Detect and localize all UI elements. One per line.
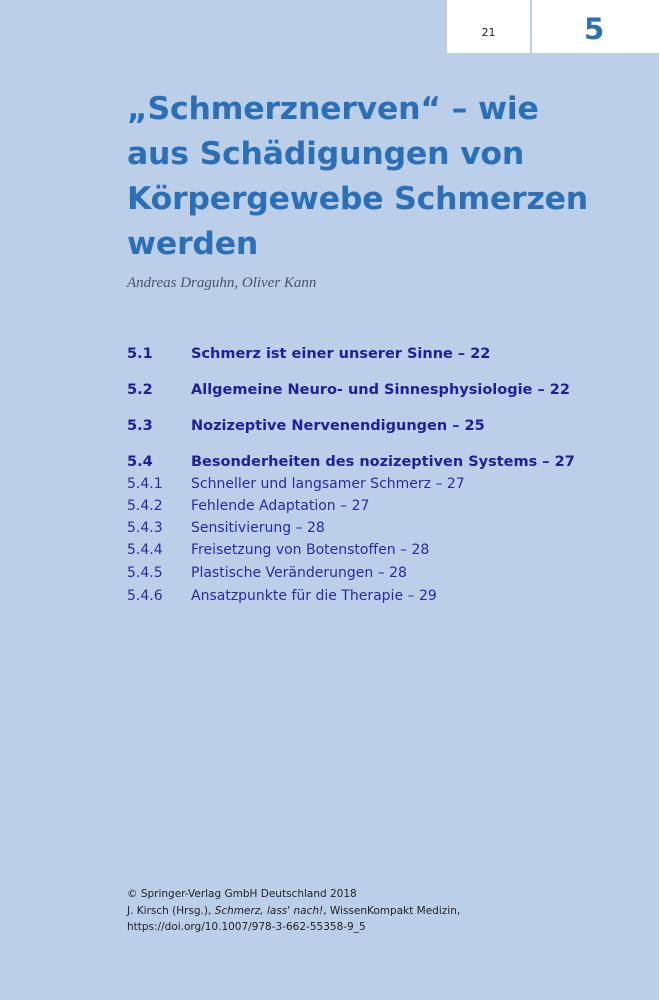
toc-entry[interactable] <box>127 418 647 434</box>
toc-subentry[interactable] <box>127 498 647 514</box>
toc-entry-title: Ansatzpunkte für die Therapie – 29 <box>191 588 437 604</box>
toc-entry-number: 5.2 <box>127 382 153 398</box>
copyright-notice: © Springer-Verlag GmbH Deutschland 2018 <box>127 888 357 900</box>
toc-entry-title: Allgemeine Neuro- und Sinnesphysiologie – 22 <box>191 382 570 398</box>
toc-entry-title: Fehlende Adaptation – 27 <box>191 498 370 514</box>
chapter-title: „Schmerznerven“ – wie aus Schädigungen von Körpergewebe Schmerzen werden <box>127 91 588 262</box>
toc-entry-title: Besonderheiten des nozizeptiven Systems – 27 <box>191 454 575 470</box>
toc-subentry[interactable] <box>127 565 647 581</box>
toc-entry-title: Schneller und langsamer Schmerz – 27 <box>191 476 465 492</box>
toc-entry-number: 5.4.3 <box>127 520 163 536</box>
toc-entry-title: Nozizeptive Nervenendigungen – 25 <box>191 418 485 434</box>
page-number: 21 <box>481 26 496 39</box>
toc-subentry[interactable] <box>127 588 647 604</box>
chapter-number-box <box>532 0 659 53</box>
toc-entry-title: Freisetzung von Botenstoffen – 28 <box>191 542 430 558</box>
toc-entry-title: Plastische Veränderungen – 28 <box>191 565 407 581</box>
toc-subentry[interactable] <box>127 476 647 492</box>
toc-entry-number: 5.4.6 <box>127 588 163 604</box>
footer-citation <box>127 886 460 936</box>
toc-entry-number: 5.1 <box>127 346 153 362</box>
toc-entry[interactable] <box>127 382 647 398</box>
toc-entry-number: 5.4 <box>127 454 153 470</box>
citation-prefix: J. Kirsch (Hrsg.), <box>127 904 215 917</box>
toc-entry-number: 5.4.2 <box>127 498 163 514</box>
toc-entry[interactable] <box>127 346 647 362</box>
toc-subentry[interactable] <box>127 542 647 558</box>
citation-line <box>127 903 460 920</box>
toc-entry[interactable] <box>127 454 647 470</box>
toc-entry-title: Schmerz ist einer unserer Sinne – 22 <box>191 346 491 362</box>
toc-entry-title: Sensitivierung – 28 <box>191 520 325 536</box>
toc-entry-number: 5.3 <box>127 418 153 434</box>
chapter-number: 5 <box>584 12 605 46</box>
toc-subentry[interactable] <box>127 520 647 536</box>
page-number-box <box>447 0 530 53</box>
doi-link[interactable]: https://doi.org/10.1007/978-3-662-55358-9_5 <box>127 921 366 933</box>
citation-suffix: , WissenKompakt Medizin, <box>323 904 461 917</box>
toc-entry-number: 5.4.4 <box>127 542 163 558</box>
chapter-authors: Andreas Draguhn, Oliver Kann <box>127 275 317 291</box>
toc-entry-number: 5.4.1 <box>127 476 163 492</box>
toc-entry-number: 5.4.5 <box>127 565 163 581</box>
book-title: Schmerz, lass' nach! <box>214 904 324 917</box>
